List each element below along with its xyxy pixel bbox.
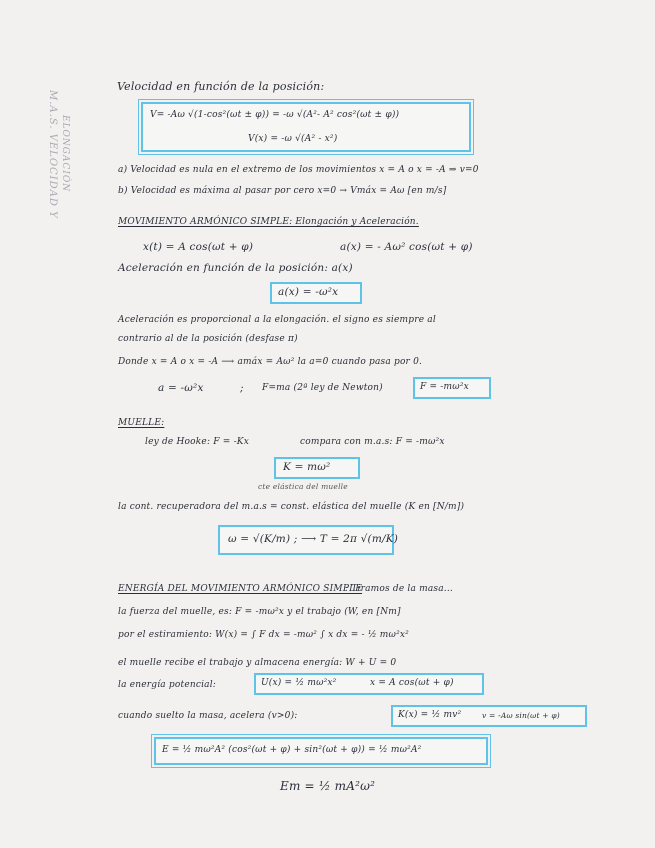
force-formula: F = -mω²x: [420, 382, 469, 392]
acceleration-formula: a(x) = -ω²x: [278, 286, 339, 298]
energy-storage-line: el muelle recibe el trabajo y almacena energía: W + U = 0: [118, 658, 397, 668]
velocity-title: Velocidad en función de la posición:: [117, 80, 325, 93]
stretch-work-line: por el estiramiento: W(x) = ∫ F dx = -mω² ∫ x dx = - ½ mω²x²: [118, 630, 409, 640]
semicolon: ;: [240, 382, 244, 394]
proportional-line-2: contrario al de la posición (desfase π): [118, 334, 298, 344]
k-note: cte elástica del muelle: [258, 482, 348, 491]
spring-force-line: la fuerza del muelle, es: F = -mω²x y el trabajo (W, en [Nm]: [118, 607, 401, 617]
k-formula: K = mω²: [283, 461, 331, 473]
velocity-max-note: b) Velocidad es máxima al pasar por cero x=0 → Vmáx = Aω [en m/s]: [118, 186, 447, 196]
velocity-sin-eq: v = -Aω sin(ωt + φ): [482, 711, 560, 720]
spring-title: MUELLE:: [118, 418, 165, 428]
a-eq: a = -ω²x: [158, 382, 204, 394]
restoring-constant-line: la cont. recuperadora del m.a.s = const. elástica del muelle (K en [N/m]): [118, 502, 465, 512]
proportional-line-1: Aceleración es proporcional a la elongación. el signo es siempre al: [118, 315, 436, 325]
energy-subtitle: : Tiramos de la masa...: [345, 584, 453, 594]
energy-title: ENERGÍA DEL MOVIMIENTO ARMÓNICO SIMPLE: [118, 584, 363, 594]
potential-energy-label: la energía potencial:: [118, 680, 217, 690]
margin-subtitle: ELONGACIÓN: [60, 115, 70, 193]
where-line: Donde x = A o x = -A ⟶ amáx = Aω² la a=0 cuando pasa por 0.: [118, 357, 423, 367]
omega-formula: ω = √(K/m) ; ⟶ T = 2π √(m/K): [228, 533, 399, 545]
velocity-eq-1: V= -Aω √(1-cos²(ωt ± φ)) = -ω √(A²- A² cos²(ωt ± φ)): [150, 110, 400, 120]
total-energy-formula: E = ½ mω²A² (cos²(ωt + φ) + sin²(ωt + φ)) = ½ mω²A²: [162, 745, 422, 755]
acceleration-position-title: Aceleración en función de la posición: a(x): [118, 262, 353, 274]
newton-law: F=ma (2ª ley de Newton): [262, 383, 383, 393]
release-line: cuando suelto la masa, acelera (v>0):: [118, 711, 298, 721]
margin-title: M.A.S. VELOCIDAD Y: [47, 90, 58, 219]
acceleration-time-eq: a(x) = - Aω² cos(ωt + φ): [340, 241, 473, 253]
mas-section-title: MOVIMIENTO ARMÓNICO SIMPLE: Elongación y Aceleración.: [118, 217, 419, 227]
mechanical-energy-formula: Em = ½ mA²ω²: [280, 779, 376, 793]
compare-mas: compara con m.a.s: F = -mω²x: [300, 437, 445, 447]
kinetic-energy-formula: K(x) = ½ mv²: [398, 710, 462, 720]
hooke-law: ley de Hooke: F = -Kx: [145, 437, 250, 447]
potential-energy-formula: U(x) = ½ mω²x²: [261, 678, 337, 688]
velocity-null-note: a) Velocidad es nula en el extremo de los movimientos x = A o x = -A ⇒ v=0: [118, 165, 479, 175]
velocity-eq-2: V(x) = -ω √(A² - x²): [248, 134, 338, 144]
elongation-eq: x(t) = A cos(ωt + φ): [143, 241, 254, 253]
position-eq: x = A cos(ωt + φ): [370, 678, 454, 688]
